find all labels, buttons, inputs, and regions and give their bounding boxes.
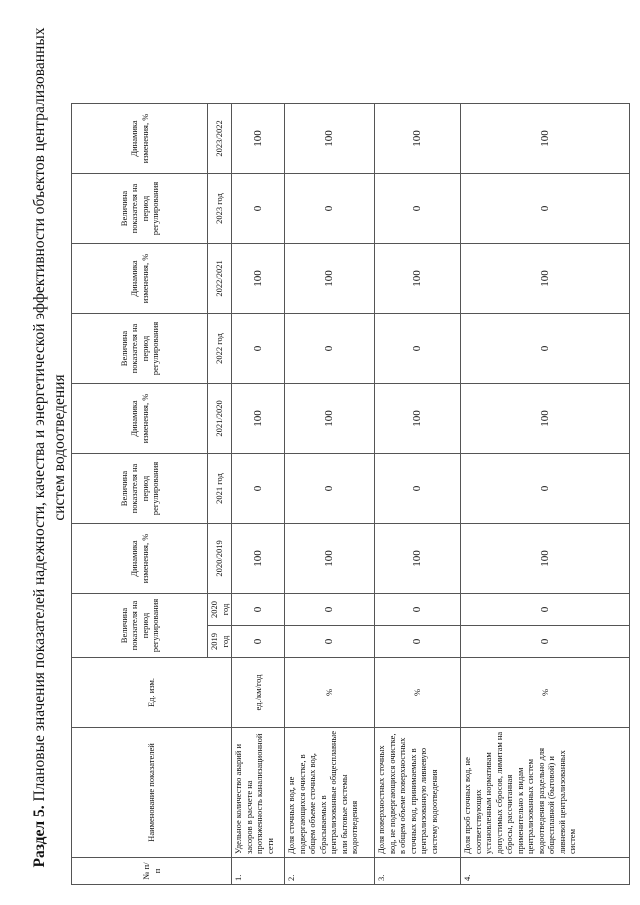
row-number: 2. — [285, 858, 375, 885]
header-ratio-2022: 2022/2021 — [208, 243, 232, 313]
header-year-2022: 2022 год — [208, 313, 232, 383]
value-2023: 0 — [285, 173, 375, 243]
value-2022: 0 — [232, 313, 285, 383]
value-2019: 0 — [285, 626, 375, 658]
dynamics-2022: 100 — [285, 243, 375, 313]
dynamics-2020: 100 — [232, 523, 285, 593]
header-period-2019-2020: Величина показателя на период регулирования — [72, 593, 208, 657]
unit-cell: % — [375, 658, 461, 728]
dynamics-2023: 100 — [375, 103, 461, 173]
dynamics-2021: 100 — [375, 383, 461, 453]
dynamics-2021: 100 — [461, 383, 630, 453]
value-2019: 0 — [232, 626, 285, 658]
header-row-top — [72, 9, 208, 884]
header-year-2020: 2020 год — [208, 593, 232, 625]
header-name: Наименование показателей — [72, 728, 232, 858]
value-2019: 0 — [461, 626, 630, 658]
header-dynamics-2023: Динамика изменения, % — [72, 103, 208, 173]
dynamics-2021: 100 — [232, 383, 285, 453]
header-period-2023: Величина показателя на период регулирования — [72, 173, 208, 243]
value-2022: 0 — [285, 313, 375, 383]
value-2021: 0 — [375, 453, 461, 523]
section-title-number: Раздел 5. — [31, 805, 48, 868]
section-title — [30, 10, 70, 885]
indicator-name: Удельное количество аварий и засоров в расчете на протяженность канализационной сети — [232, 728, 285, 858]
header-period-2021: Величина показателя на период регулирования — [72, 453, 208, 523]
header-ratio-2023: 2023/2022 — [208, 103, 232, 173]
value-2023: 0 — [232, 173, 285, 243]
header-year-2019: 2019 год — [208, 626, 232, 658]
dynamics-2023: 100 — [232, 103, 285, 173]
header-ratio-2021: 2021/2020 — [208, 383, 232, 453]
table-row — [461, 9, 630, 884]
dynamics-2023: 100 — [461, 103, 630, 173]
table-row — [375, 9, 461, 884]
dynamics-2021: 100 — [285, 383, 375, 453]
header-year-2021: 2021 год — [208, 453, 232, 523]
header-ratio-2020: 2020/2019 — [208, 523, 232, 593]
value-2022: 0 — [375, 313, 461, 383]
table-row — [232, 9, 285, 884]
indicator-name: Доля проб сточных вод, не соответствующих установленным нормативам допустимых сбросов, лимитам на сбросы, рассчитанная применительно к видам централизованных систем водоотведения раздельно для общесплавной (бытовой) и ливневой централизованных систем — [461, 728, 630, 858]
value-2023: 0 — [375, 173, 461, 243]
value-2020: 0 — [375, 593, 461, 625]
dynamics-2020: 100 — [461, 523, 630, 593]
header-dynamics-2021: Динамика изменения, % — [72, 383, 208, 453]
unit-cell: % — [461, 658, 630, 728]
header-year-2023: 2023 год — [208, 173, 232, 243]
indicators-table — [71, 9, 630, 885]
table-row — [285, 9, 375, 884]
header-unit: Ед. изм. — [72, 658, 232, 728]
dynamics-2022: 100 — [232, 243, 285, 313]
value-2021: 0 — [232, 453, 285, 523]
indicator-name: Доля поверхностных сточных вод, не подвергающихся очистке, в общем объеме поверхностных сточных вод, принимаемых в централизованную ливневую систему водоотведения — [375, 728, 461, 858]
value-2022: 0 — [461, 313, 630, 383]
dynamics-2020: 100 — [375, 523, 461, 593]
value-2020: 0 — [232, 593, 285, 625]
header-dynamics-2020: Динамика изменения, % — [72, 523, 208, 593]
unit-cell: ед./км/год — [232, 658, 285, 728]
value-2019: 0 — [375, 626, 461, 658]
value-2021: 0 — [285, 453, 375, 523]
dynamics-2020: 100 — [285, 523, 375, 593]
section-title-text: Плановые значения показателей надежности, качества и энергетической эффективности объектов централизованных систем водоотведения — [31, 27, 68, 806]
dynamics-2023: 100 — [285, 103, 375, 173]
header-dynamics-2022: Динамика изменения, % — [72, 243, 208, 313]
dynamics-2022: 100 — [461, 243, 630, 313]
dynamics-2022: 100 — [375, 243, 461, 313]
indicator-name: Доля сточных вод, не подвергающихся очистке, в общем объеме сточных вод, сбрасываемых в централизованные общесплавные или бытовые системы водоотведения — [285, 728, 375, 858]
unit-cell: % — [285, 658, 375, 728]
value-2023: 0 — [461, 173, 630, 243]
row-number: 3. — [375, 858, 461, 885]
header-num: № п/п — [72, 858, 232, 885]
row-number: 1. — [232, 858, 285, 885]
value-2021: 0 — [461, 453, 630, 523]
row-number: 4. — [461, 858, 630, 885]
value-2020: 0 — [461, 593, 630, 625]
value-2020: 0 — [285, 593, 375, 625]
header-period-2022: Величина показателя на период регулирования — [72, 313, 208, 383]
